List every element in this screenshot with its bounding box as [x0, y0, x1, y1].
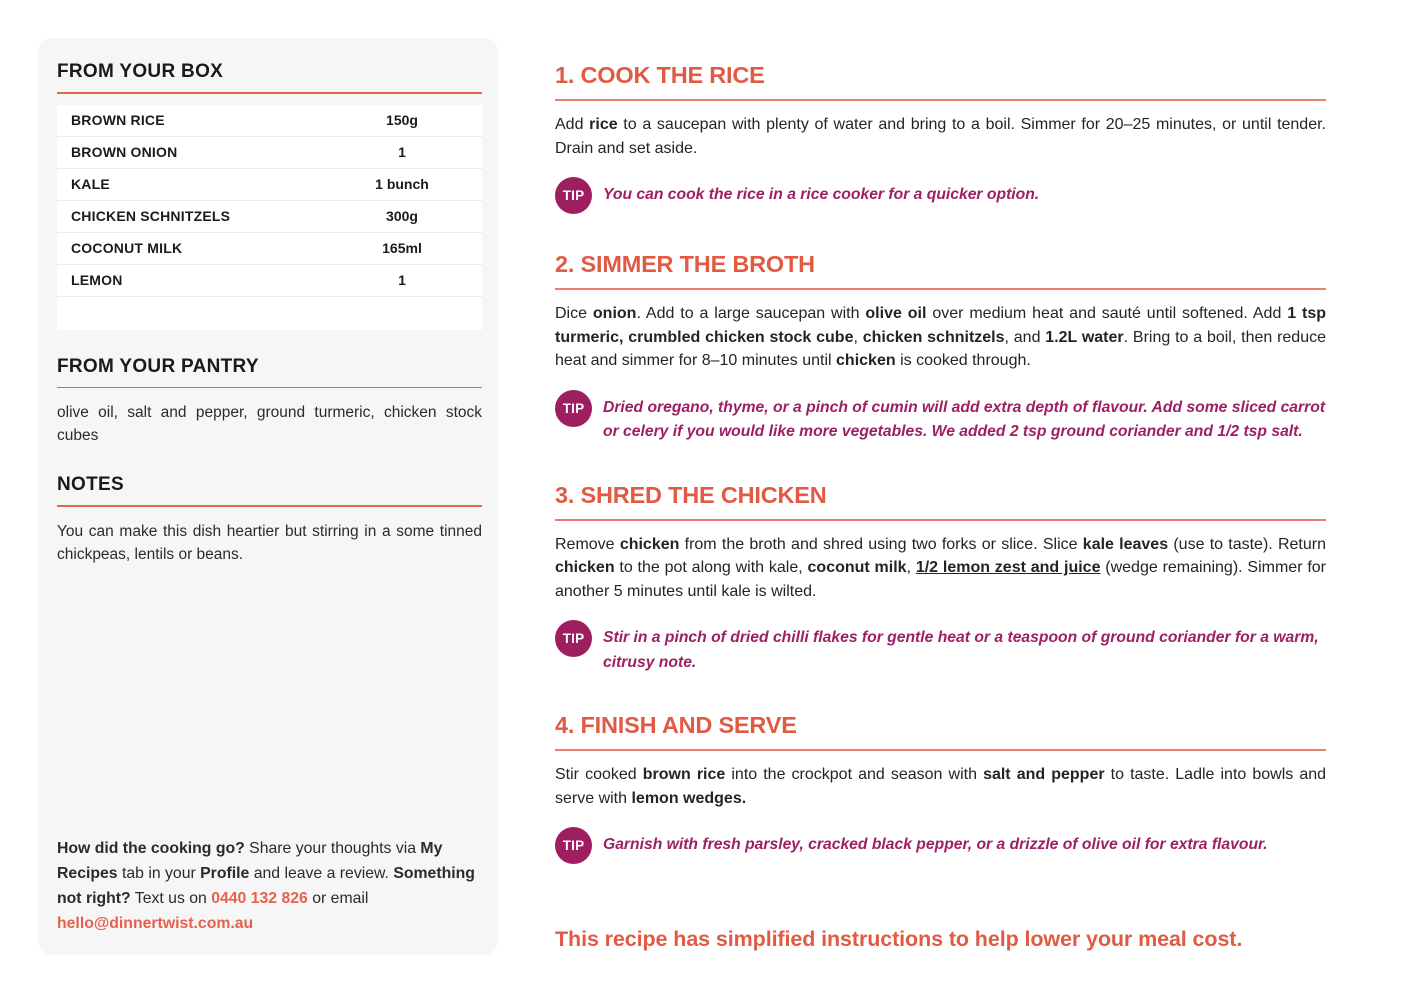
step-title: 3. SHRED THE CHICKEN: [555, 481, 827, 508]
ingredient-name: COCONUT MILK: [71, 240, 183, 256]
steps-list: [555, 62, 1326, 864]
tip-text: Garnish with fresh parsley, cracked black pepper, or a drizzle of olive oil for extra flavour.: [603, 836, 1268, 853]
simplified-instructions-note: This recipe has simplified instructions to help lower your meal cost.: [555, 927, 1243, 951]
ingredient-row: [57, 233, 482, 265]
tip-callout: [555, 390, 1326, 445]
step-title-divider: [555, 288, 1326, 290]
ingredient-row-empty: [57, 297, 482, 330]
recipe-step: [555, 251, 1326, 445]
ingredient-quantity: 165ml: [382, 240, 422, 256]
ingredient-row: [57, 201, 482, 233]
ingredient-quantity: 1: [398, 272, 406, 288]
ingredient-name: CHICKEN SCHNITZELS: [71, 208, 231, 224]
step-title-divider: [555, 749, 1326, 751]
instructions-column: [555, 38, 1326, 955]
ingredient-name: LEMON: [71, 272, 123, 288]
ingredient-quantity: 150g: [386, 112, 418, 128]
ingredient-row: [57, 105, 482, 137]
ingredient-row: [57, 169, 482, 201]
step-instructions: Dice onion. Add to a large saucepan with olive oil over medium heat and sauté until softened. Add 1 tsp turmeric, crumbled chicken stock cube, chicken schnitzels, and 1.2L water. Bring to a boil, then reduce heat and simmer for 8–10 minutes until chicken is cooked through.: [555, 305, 1327, 369]
tip-badge: TIP: [555, 620, 592, 657]
feedback-footer: How did the cooking go? Share your thoughts via My Recipes tab in your Profile and leave a review. Something not right? Text us on 0440 132 826 or email hello@dinnertwist.com.au: [57, 840, 475, 932]
contact-link[interactable]: 0440 132 826: [211, 890, 308, 907]
step-instructions: Remove chicken from the broth and shred using two forks or slice. Slice kale leaves (use to taste). Return chicken to the pot along with kale, coconut milk, 1/2 lemon zest and juice (wedge remaining). Simmer for another 5 minutes until kale is wilted.: [555, 535, 1327, 600]
step-instructions: Add rice to a saucepan with plenty of water and bring to a boil. Simmer for 20–25 minutes, or until tender. Drain and set aside.: [555, 116, 1326, 157]
pantry-text: olive oil, salt and pepper, ground turmeric, chicken stock cubes: [57, 404, 482, 444]
ingredient-name: BROWN ONION: [71, 144, 178, 160]
tip-text: Stir in a pinch of dried chilli flakes for gentle heat or a teaspoon of ground coriander for a warm, citrusy note.: [603, 629, 1319, 671]
pantry-title-divider: [57, 387, 482, 389]
ingredient-quantity: 1: [398, 144, 406, 160]
tip-callout: [555, 620, 1326, 675]
recipe-step: [555, 62, 1326, 214]
from-your-pantry-section: [57, 356, 482, 448]
step-title: 2. SIMMER THE BROTH: [555, 251, 815, 277]
tip-badge: TIP: [555, 827, 592, 864]
tip-text: You can cook the rice in a rice cooker for a quicker option.: [603, 186, 1040, 203]
tip-callout: [555, 177, 1326, 214]
notes-text: You can make this dish heartier but stirring in a some tinned chickpeas, lentils or beans.: [57, 522, 482, 563]
tip-callout: [555, 827, 1326, 864]
box-title-divider: [57, 92, 482, 94]
ingredient-row: [57, 265, 482, 297]
step-title-divider: [555, 519, 1326, 521]
contact-link[interactable]: hello@dinnertwist.com.au: [57, 915, 254, 932]
step-title-divider: [555, 99, 1326, 101]
ingredient-name: BROWN RICE: [71, 112, 165, 128]
step-instructions: Stir cooked brown rice into the crockpot and season with salt and pepper to taste. Ladle into bowls and serve with lemon wedges.: [555, 766, 1327, 807]
from-your-box-section: [57, 61, 482, 330]
step-title: 4. FINISH AND SERVE: [555, 712, 797, 738]
ingredient-name: KALE: [71, 176, 110, 192]
recipe-step: [555, 712, 1326, 864]
ingredient-row: [57, 137, 482, 169]
ingredient-quantity: 1 bunch: [375, 176, 429, 192]
notes-title-divider: [57, 505, 482, 507]
tip-badge: TIP: [555, 177, 592, 214]
ingredient-quantity: 300g: [386, 208, 418, 224]
notes-section: [57, 474, 482, 566]
pantry-section-title: FROM YOUR PANTRY: [57, 355, 259, 377]
tip-badge: TIP: [555, 390, 592, 427]
notes-section-title: NOTES: [57, 474, 124, 495]
ingredients-panel: [38, 38, 498, 955]
step-title: 1. COOK THE RICE: [555, 62, 765, 88]
box-section-title: FROM YOUR BOX: [57, 61, 224, 82]
tip-text: Dried oregano, thyme, or a pinch of cumin will add extra depth of flavour. Add some sliced carrot or celery if you would like more vegetables. We added 2 tsp ground coriander and 1/2 tsp salt.: [603, 398, 1326, 440]
recipe-step: [555, 482, 1326, 676]
ingredients-table: [57, 105, 482, 297]
